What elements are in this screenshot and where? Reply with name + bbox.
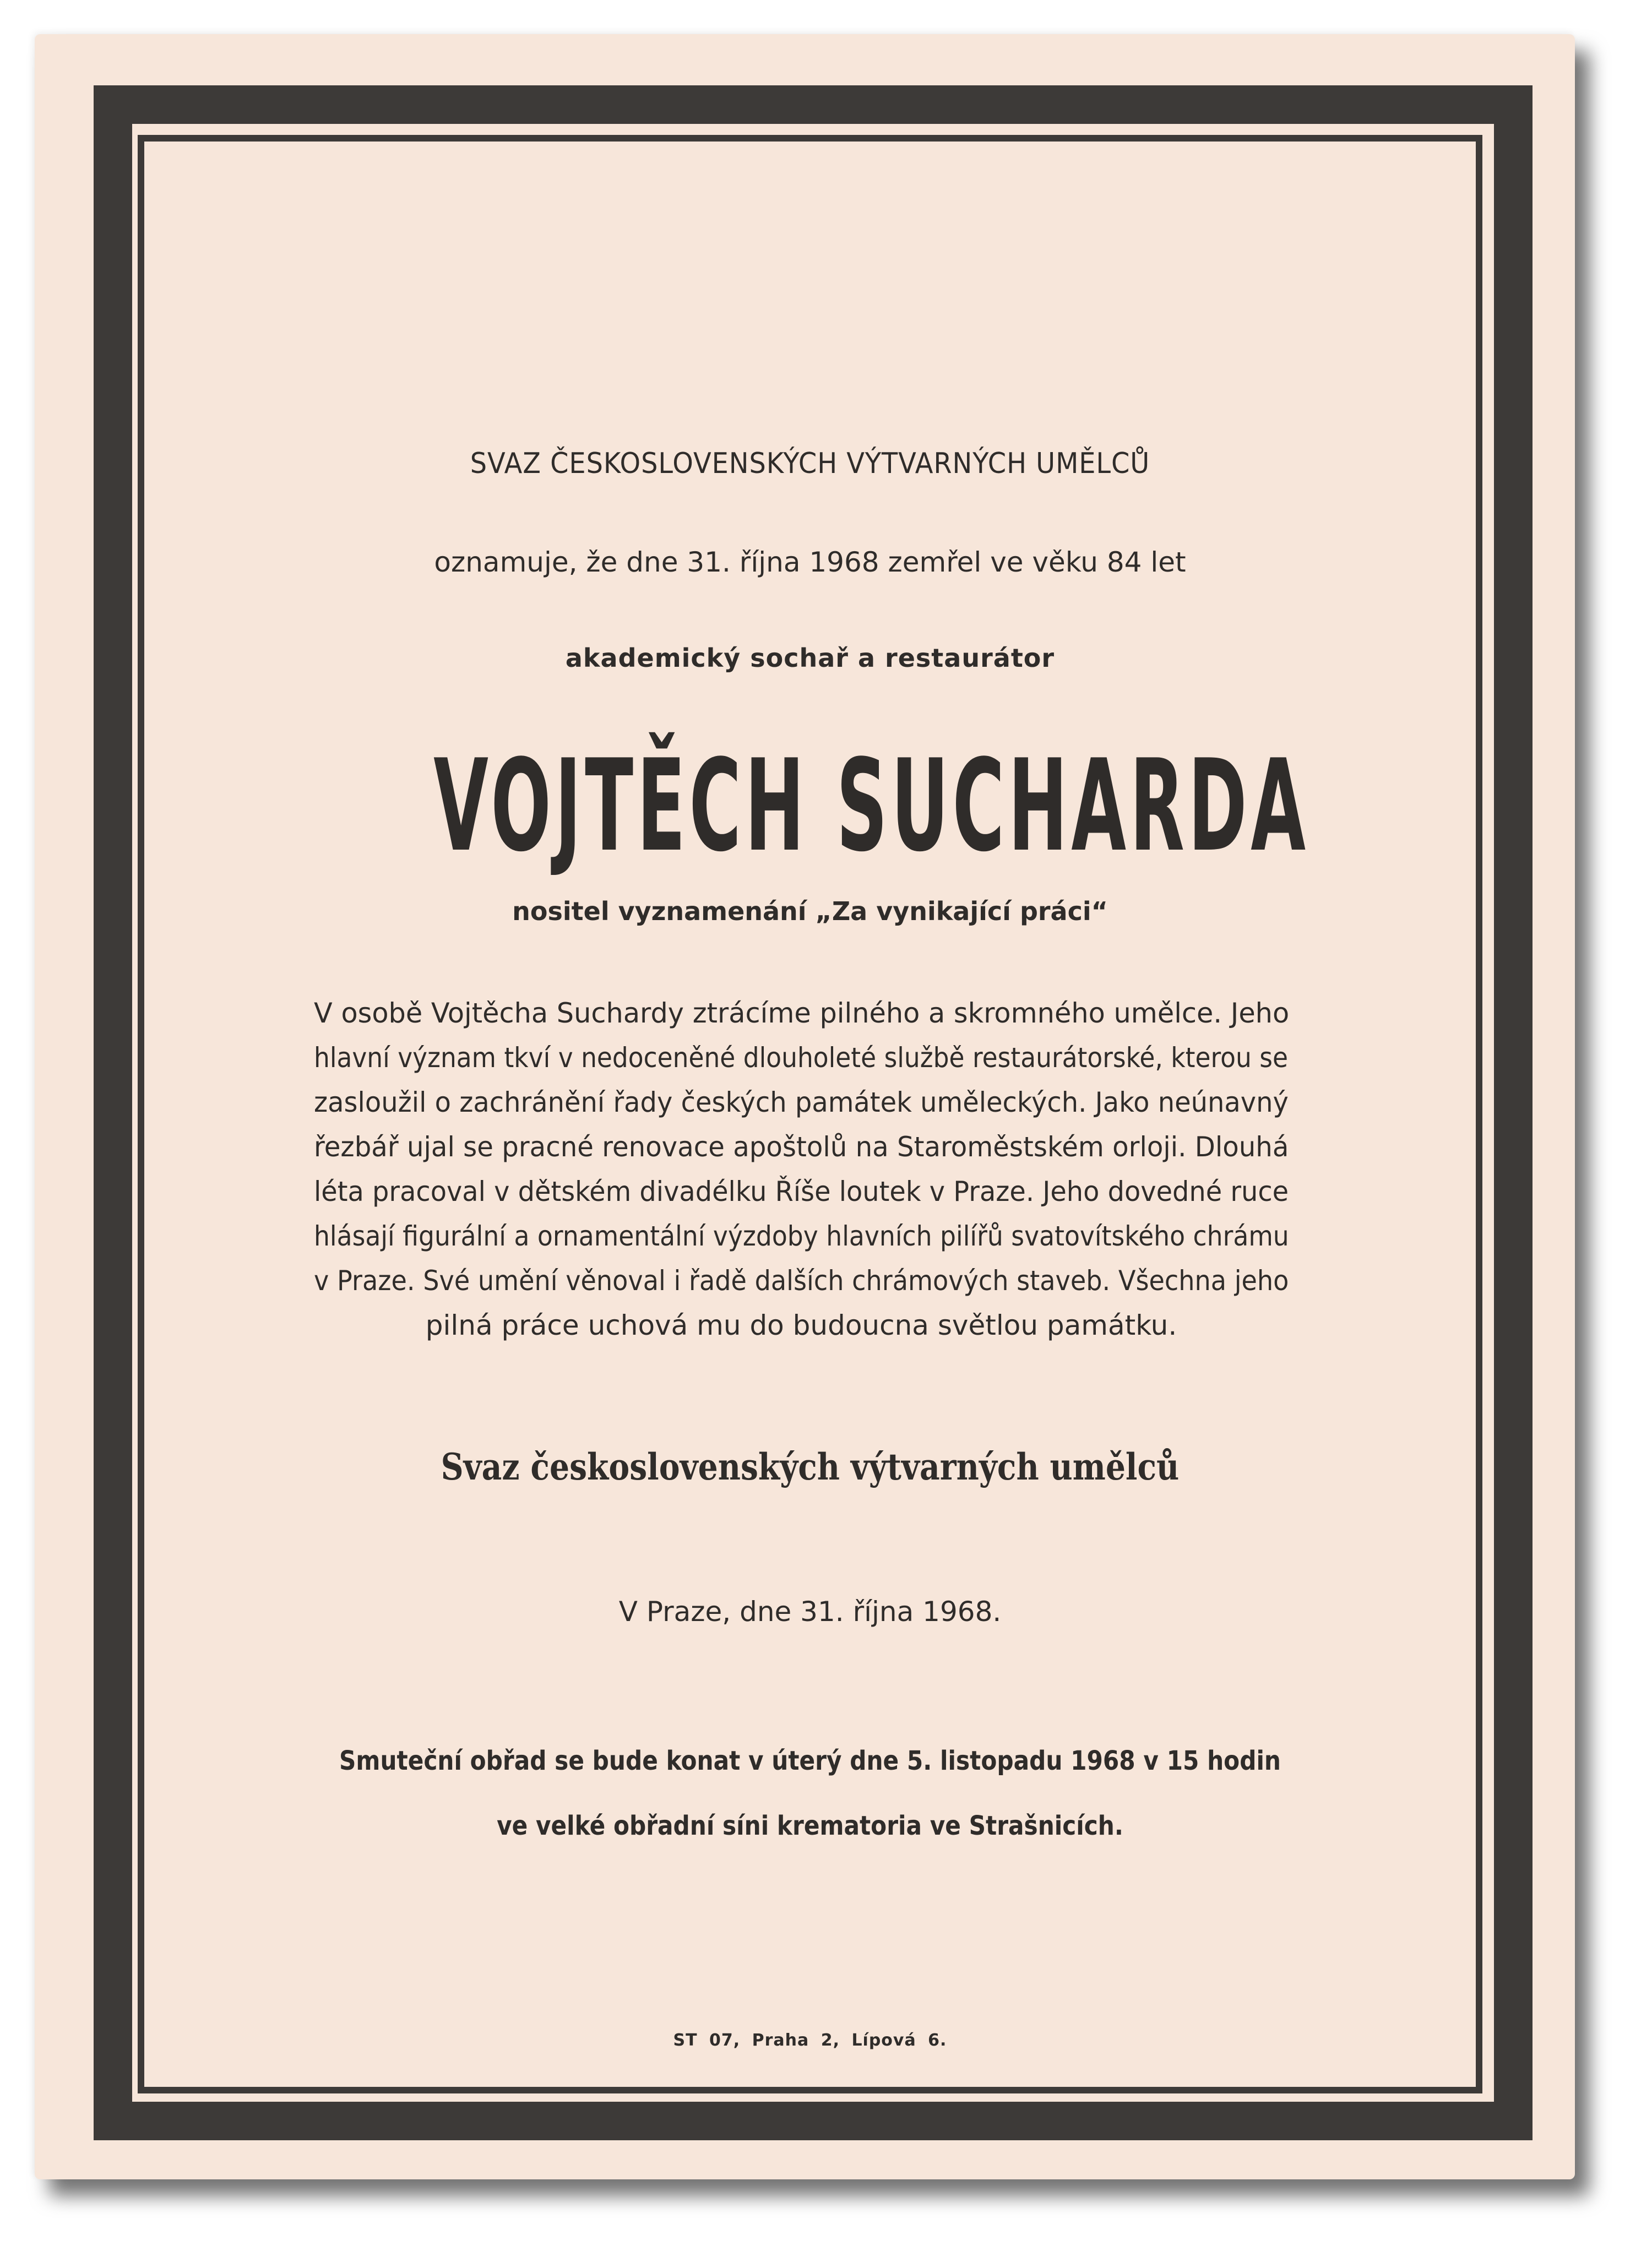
deceased-award: nositel vyznamenání „Za vynikající práci“	[512, 896, 1108, 926]
eulogy-line: léta pracoval v dětském divadélku Říše loutek v Praze. Jeho dovedné ruce	[314, 1176, 1289, 1208]
funeral-ceremony-time: Smuteční obřad se bude konat v úterý dne 5. listopadu 1968 v 15 hodin	[339, 1745, 1281, 1776]
signature-organization: Svaz československých výtvarných umělců	[441, 1445, 1180, 1488]
eulogy-line: řezbář ujal se pracné renovace apoštolů na Staroměstském orloji. Dlouhá	[314, 1131, 1289, 1163]
eulogy-line: V osobě Vojtěcha Suchardy ztrácíme pilného a skromného umělce. Jeho	[314, 997, 1290, 1029]
deceased-name: VOJTĚCH SUCHARDA	[433, 733, 1309, 880]
place-and-date: V Praze, dne 31. října 1968.	[618, 1596, 1002, 1628]
eulogy-line: pilná práce uchová mu do budoucna světlou památku.	[425, 1309, 1177, 1341]
eulogy-line: hlavní význam tkví v nedoceněné dlouholeté službě restaurátorské, kterou se	[314, 1042, 1288, 1074]
issuer-header: SVAZ ČESKOSLOVENSKÝCH VÝTVARNÝCH UMĚLCŮ	[470, 447, 1150, 480]
eulogy-line: zasloužil o zachránění řady českých památek uměleckých. Jako neúnavný	[314, 1086, 1289, 1118]
deceased-title: akademický sochař a restaurátor	[565, 643, 1055, 673]
death-announcement: oznamuje, že dne 31. října 1968 zemřel ve věku 84 let	[434, 546, 1186, 578]
eulogy-paragraph	[314, 991, 1289, 1348]
printer-imprint: ST 07, Praha 2, Lípová 6.	[673, 2031, 947, 2050]
eulogy-line: v Praze. Své umění věnoval i řadě dalších chrámových staveb. Všechna jeho	[314, 1265, 1289, 1297]
eulogy-line: hlásají figurální a ornamentální výzdoby hlavních pilířů svatovítského chrámu	[314, 1220, 1289, 1252]
funeral-ceremony-place: ve velké obřadní síni krematoria ve Strašnicích.	[497, 1810, 1123, 1841]
